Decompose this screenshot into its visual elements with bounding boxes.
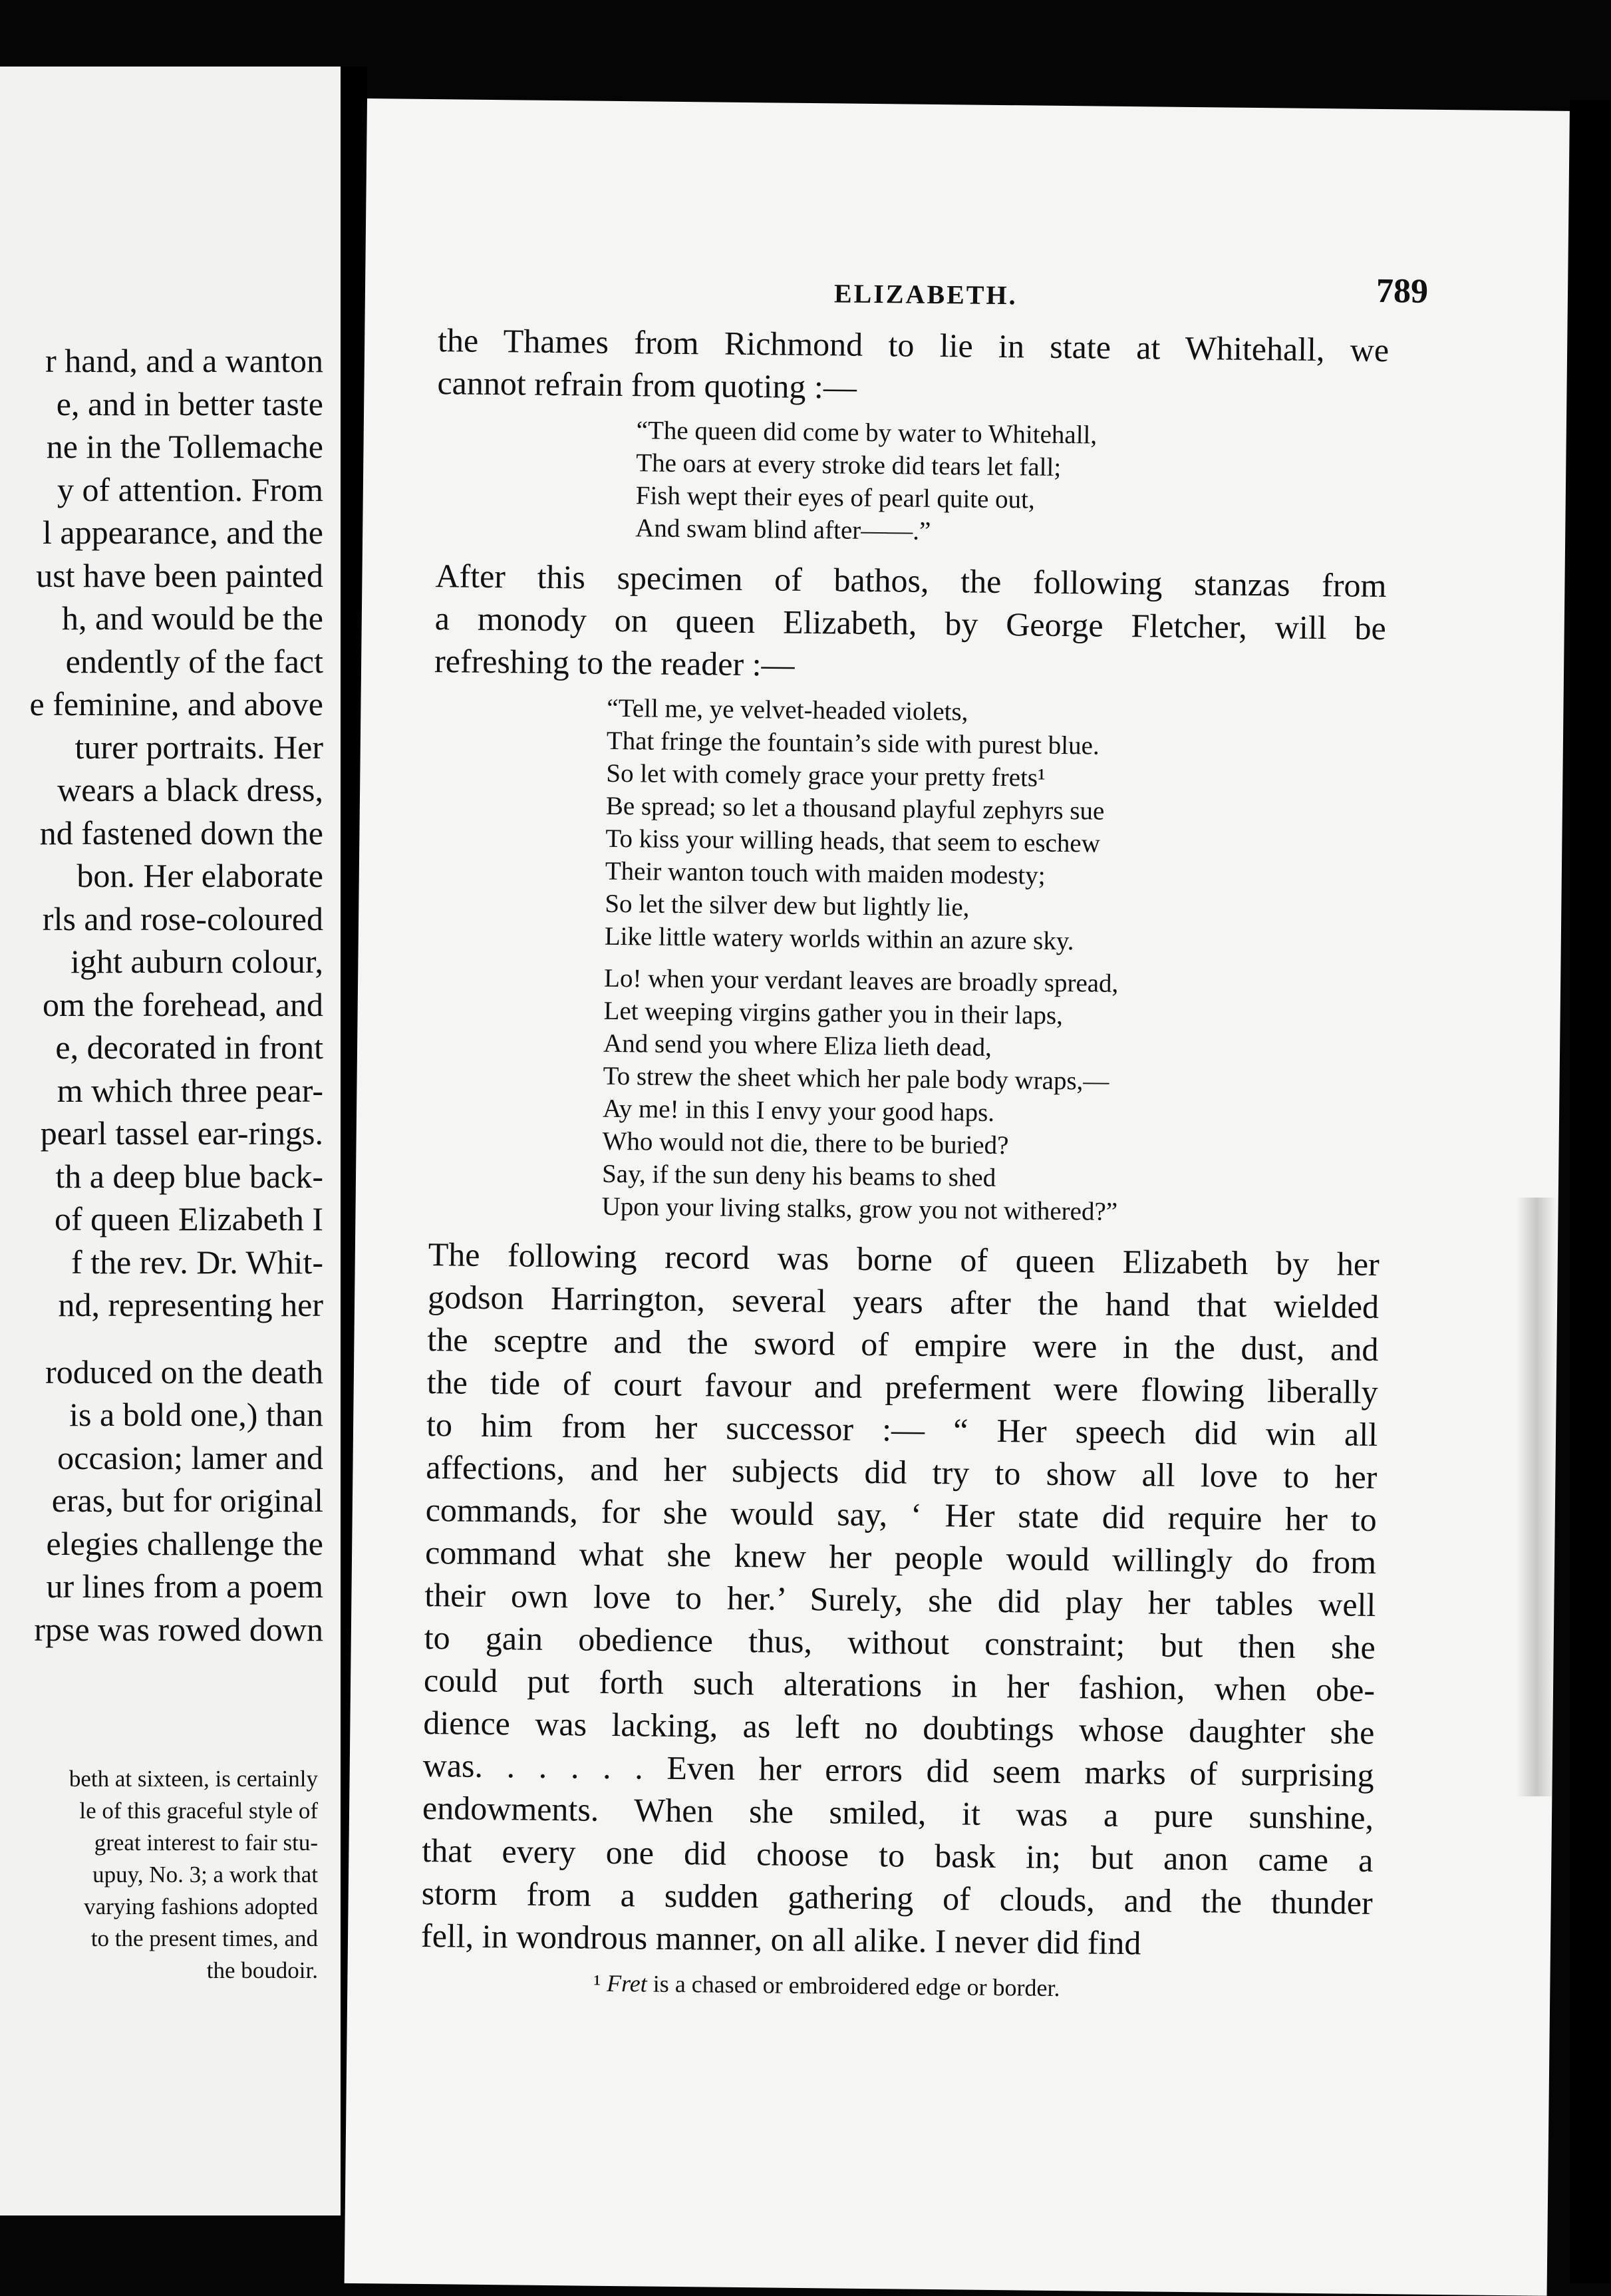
verse-line: That fringe the fountain’s side with purest blue.: [606, 726, 1099, 760]
text-line: endowments. When she smiled, it was a pure sunshine,: [422, 1789, 1374, 1836]
left-page-line: rpse was rowed down: [34, 1610, 323, 1648]
left-page-line: m which three pear-: [57, 1071, 323, 1109]
verse-line: Let weeping virgins gather you in their laps,: [603, 996, 1064, 1031]
left-page-line: ight auburn colour,: [71, 943, 323, 980]
right-page: [345, 98, 1570, 2296]
text-line: that every one did choose to bask in; but anon came a: [422, 1832, 1374, 1879]
left-page-line: th a deep blue back-: [55, 1157, 323, 1195]
text-line: affections, and her subjects did try to show all love to her: [426, 1448, 1378, 1496]
text-line: their own love to her.’ Surely, she did play her tables well: [424, 1576, 1376, 1624]
text-line: cannot refrain from quoting :—: [437, 364, 857, 406]
left-page: [0, 67, 341, 2215]
left-page-line: pearl tassel ear-rings.: [40, 1114, 323, 1152]
verse-line: Ay me! in this I envy your good haps.: [602, 1094, 995, 1127]
verse-line: Be spread; so let a thousand playful zephyrs sue: [605, 791, 1105, 826]
verse-line: Say, if the sun deny his beams to shed: [601, 1159, 996, 1192]
left-page-line: l appearance, and the: [43, 514, 323, 551]
verse-line: Their wanton touch with maiden modesty;: [605, 856, 1046, 890]
quoted-verse-1: [635, 414, 1388, 552]
left-page-footnote-line: le of this graceful style of: [79, 1798, 318, 1824]
verse-line: Who would not die, there to be buried?: [602, 1126, 1009, 1160]
footnote-term: Fret: [606, 1969, 648, 1997]
left-page-line: bon. Her elaborate: [76, 857, 323, 894]
scan-border: [1570, 100, 1611, 2283]
footnote: [420, 1966, 1372, 2007]
text-line: dience was lacking, as left no doubtings whose daughter she: [423, 1704, 1375, 1751]
left-page-line: f the rev. Dr. Whit-: [71, 1243, 323, 1281]
page-smudge: [1517, 1198, 1556, 1796]
verse-line: And send you where Eliza lieth dead,: [603, 1029, 992, 1062]
verse-line: To kiss your willing heads, that seem to eschew: [605, 824, 1101, 858]
left-page-line: rls and rose-coloured: [42, 900, 323, 937]
quoted-verse-monody: [601, 692, 1385, 1231]
left-page-line: nd, representing her: [58, 1286, 323, 1323]
verse-line: So let with comely grace your pretty frets¹: [606, 758, 1046, 792]
verse-line: The oars at every stroke did tears let fall;: [636, 448, 1062, 482]
left-page-line: ust have been painted: [36, 556, 323, 594]
left-page-line: e, decorated in front: [55, 1029, 323, 1066]
paragraph-harrington: [421, 1233, 1380, 1967]
verse-line: Fish wept their eyes of pearl quite out,: [635, 481, 1035, 514]
text-line: to gain obedience thus, without constraint; but then she: [424, 1619, 1376, 1666]
verse-line: “The queen did come by water to Whitehall,: [636, 416, 1098, 450]
verse-line: So let the silver dew but lightly lie,: [605, 889, 970, 922]
left-page-line: of queen Elizabeth I: [55, 1200, 323, 1237]
text-line: the Thames from Richmond to lie in state at Whitehall, we: [437, 321, 1390, 369]
left-page-line: turer portraits. Her: [74, 728, 323, 766]
text-line: refreshing to the reader :—: [434, 642, 795, 683]
paragraph-intro: [437, 319, 1389, 414]
verse-line: Like little watery worlds within an azure sky.: [604, 921, 1074, 956]
left-page-line: is a bold one,) than: [69, 1396, 323, 1433]
left-page-line: r hand, and a wanton: [45, 342, 323, 379]
left-page-line: wears a black dress,: [57, 771, 323, 808]
text-line: fell, in wondrous manner, on all alike. I never did find: [420, 1917, 1141, 1962]
left-page-line: om the forehead, and: [42, 985, 323, 1023]
left-page-line: elegies challenge the: [46, 1524, 323, 1562]
left-page-line: ur lines from a poem: [46, 1567, 323, 1605]
text-line: could put forth such alterations in her fashion, when obe-: [423, 1661, 1376, 1709]
left-page-line: nd fastened down the: [39, 814, 323, 852]
text-line: command what she knew her people would willingly do from: [424, 1534, 1377, 1581]
running-head: ELIZABETH.: [833, 278, 1018, 311]
left-page-line: roduced on the death: [45, 1353, 323, 1391]
text-line: storm from a sudden gathering of clouds, and the thunder: [421, 1874, 1373, 1921]
left-page-footnote-line: varying fashions adopted: [84, 1893, 318, 1919]
text-line: a monody on queen Elizabeth, by George Fletcher, will be: [434, 599, 1387, 647]
paragraph-bathos: [434, 554, 1387, 692]
text-line: godson Harrington, several years after the hand that wielded: [427, 1278, 1380, 1326]
left-page-line: h, and would be the: [62, 599, 323, 637]
left-page-footnote-line: great interest to fair stu-: [94, 1830, 318, 1856]
text-line: was. . . . . . Even her errors did seem marks of surprising: [422, 1746, 1374, 1794]
left-page-line: e, and in better taste: [56, 385, 323, 422]
text-line: The following record was borne of queen Elizabeth by her: [428, 1235, 1380, 1283]
verse-line: And swam blind after——.”: [635, 514, 931, 546]
text-line: commands, for she would say, ‘ Her state did require her to: [425, 1491, 1378, 1539]
verse-line: Lo! when your verdant leaves are broadly spread,: [603, 963, 1119, 998]
left-page-line: eras, but for original: [51, 1482, 323, 1519]
left-page-line: endently of the fact: [65, 642, 323, 680]
page-body: [420, 319, 1389, 2007]
text-line: the tide of court favour and preferment were flowing liberally: [426, 1363, 1379, 1411]
left-page-footnote-line: the boudoir.: [206, 1957, 318, 1983]
footnote-marker: ¹: [593, 1969, 601, 1997]
left-page-line: y of attention. From: [57, 470, 323, 508]
text-line: After this specimen of bathos, the following stanzas from: [435, 557, 1387, 605]
left-page-line: e feminine, and above: [29, 685, 323, 723]
left-page-footnote-line: upuy, No. 3; a work that: [92, 1862, 318, 1887]
page-number: 789: [1376, 271, 1429, 311]
footnote-text: is a chased or embroidered edge or border.: [647, 1970, 1060, 2002]
left-page-footnote-line: to the present times, and: [90, 1925, 318, 1951]
text-line: to him from her successor :— “ Her speech did win all: [426, 1406, 1378, 1454]
left-page-line: occasion; lamer and: [57, 1438, 323, 1476]
left-page-footnote-line: beth at sixteen, is certainly: [69, 1766, 318, 1792]
text-line: the sceptre and the sword of empire were in the dust, and: [427, 1321, 1379, 1369]
verse-line: Upon your living stalks, grow you not withered?”: [601, 1192, 1118, 1226]
verse-line: “Tell me, ye velvet-headed violets,: [607, 693, 968, 727]
verse-line: To strew the sheet which her pale body wraps,—: [603, 1061, 1109, 1096]
left-page-line: ne in the Tollemache: [46, 428, 323, 465]
